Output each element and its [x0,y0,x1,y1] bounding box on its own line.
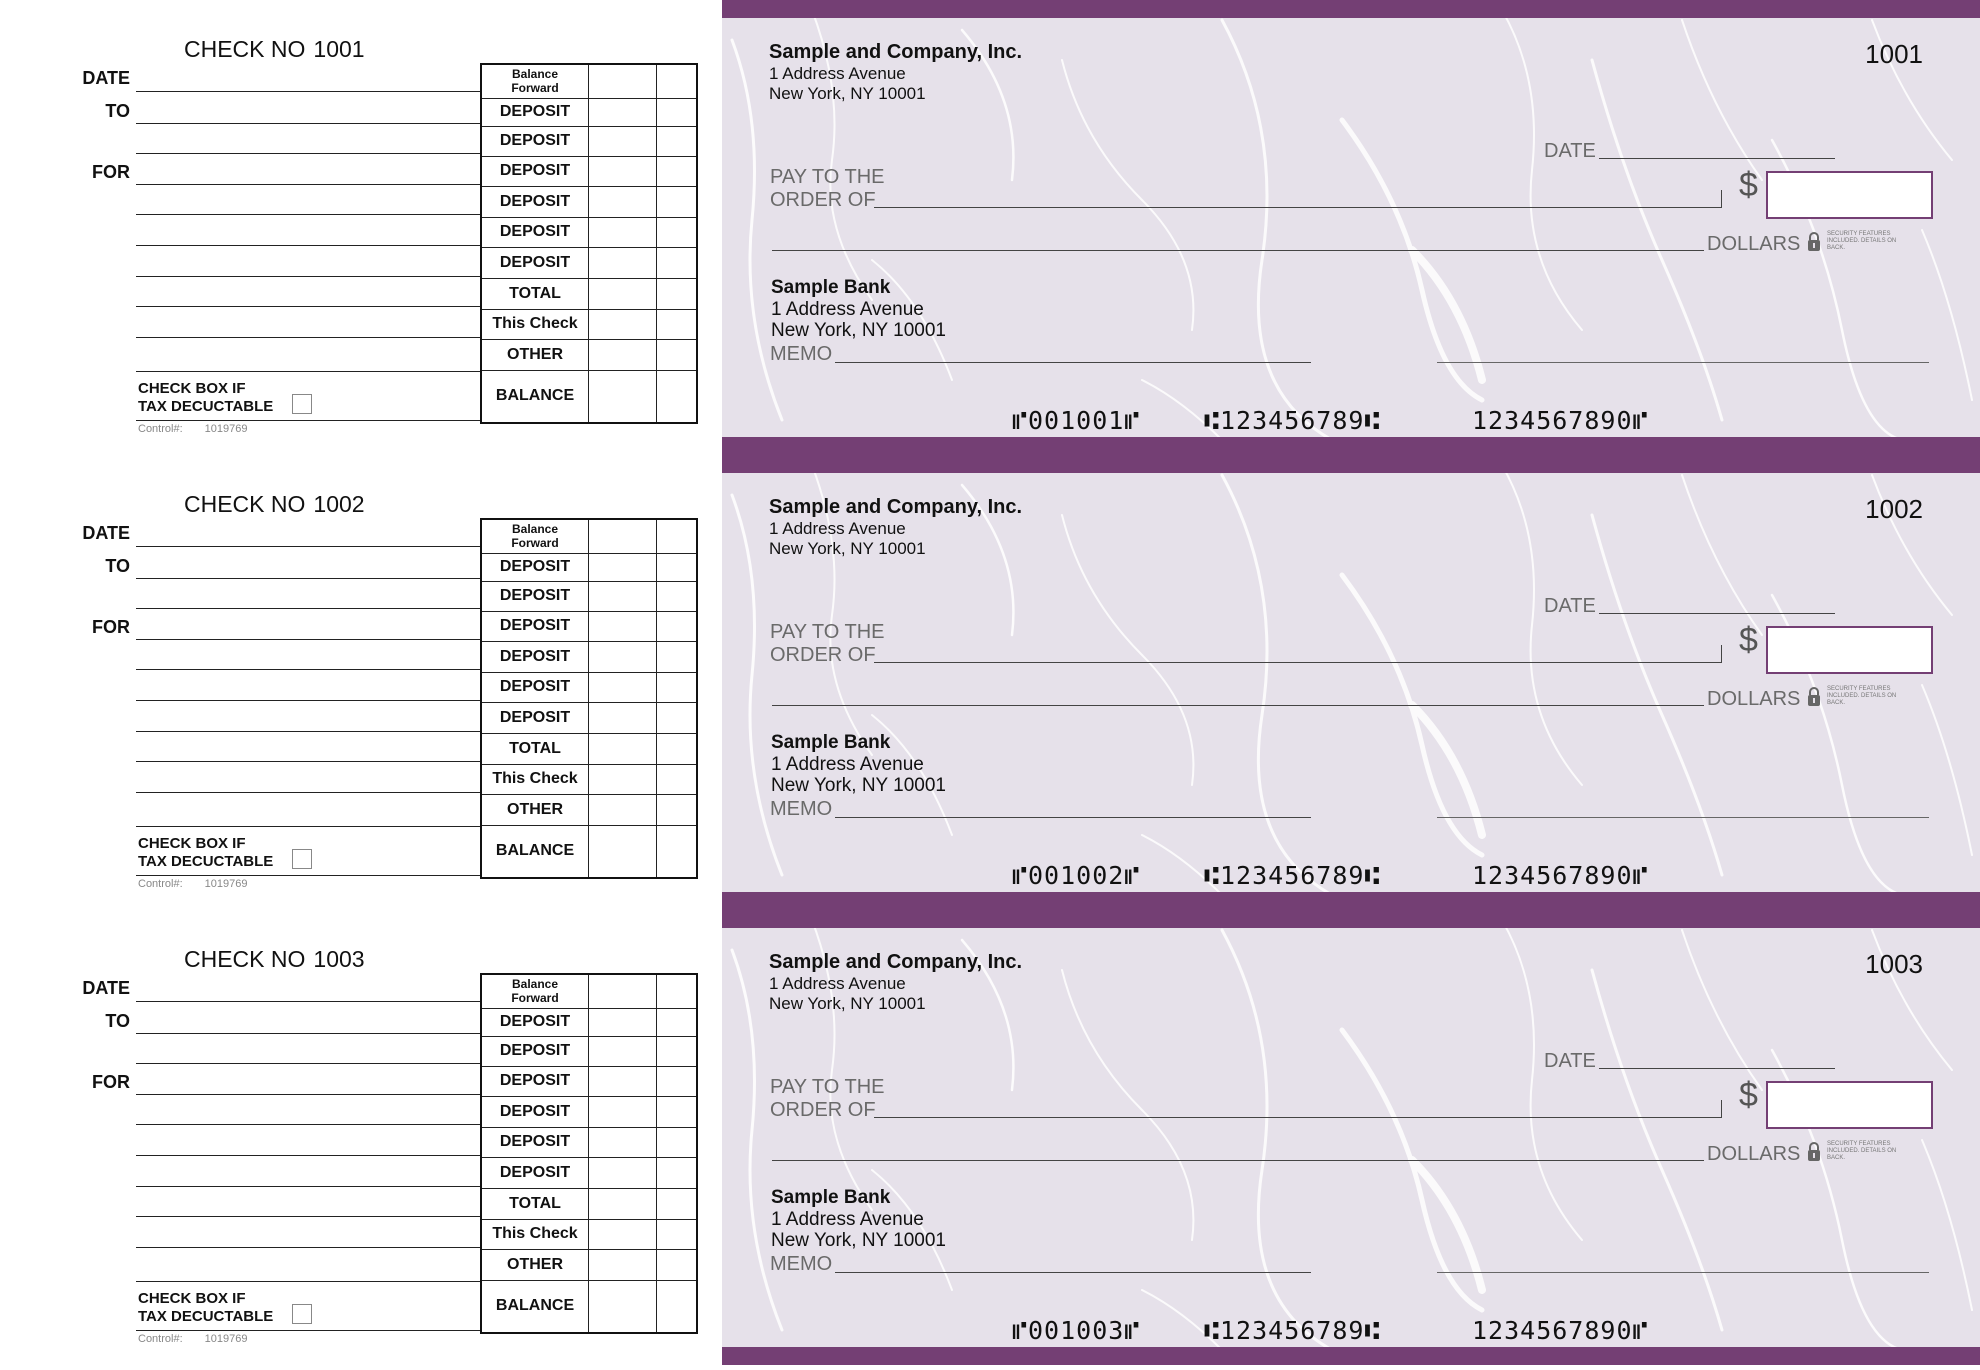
amount-field[interactable] [1766,171,1933,219]
micr-account-number: 1234567890⑈ [1472,1316,1649,1345]
ledger-balance-forward: Balance Forward [511,522,559,550]
ledger-this-check: This Check [492,315,578,332]
written-amount-field[interactable] [772,705,1704,706]
company-name: Sample and Company, Inc. [769,951,1023,973]
bank-name: Sample Bank [771,732,891,753]
stub-line[interactable] [136,669,480,670]
ledger-row-line [482,309,696,310]
dollar-sign: $ [1739,621,1758,659]
payee-field[interactable] [874,662,1722,663]
date-field[interactable] [1599,158,1835,159]
ledger-other: OTHER [507,801,563,818]
check-row [0,910,1980,1370]
stub-to-label: TO [105,101,130,121]
stub-check-number: 1002 [313,491,365,517]
stub-title: CHECK NO 1003 [184,946,365,972]
ledger-deposit: DEPOSIT [499,162,571,179]
ledger-balance: BALANCE [495,1297,575,1314]
ledger-deposit: DEPOSIT [499,558,571,575]
ledger-row-line [482,339,696,340]
ledger-row-line [482,825,696,826]
check-top-band [722,910,1980,928]
micr-routing-number: ⑆123456789⑆ [1204,861,1381,890]
payee-field[interactable] [874,207,1722,208]
stub-for-label: FOR [92,162,130,182]
ledger-deposit: DEPOSIT [499,1164,571,1181]
ledger-total: TOTAL [509,1195,561,1212]
ledger-row-line [482,794,696,795]
stub-line[interactable] [136,761,480,762]
ledger-row-line [482,1036,696,1037]
ledger-deposit: DEPOSIT [499,193,571,210]
stub-line[interactable] [136,700,480,701]
ledger-deposit: DEPOSIT [499,1133,571,1150]
bank-address: 1 Address Avenue New York, NY 10001 [771,754,946,796]
stub-title: CHECK NO 1002 [184,491,365,517]
lock-icon [1806,231,1822,253]
micr-routing-number: ⑆123456789⑆ [1204,406,1381,435]
stub-to-field-2[interactable] [136,608,480,609]
stub-date-field[interactable] [136,546,480,547]
memo-field[interactable] [835,817,1311,818]
stub-ledger [480,63,698,424]
ledger-this-check: This Check [492,770,578,787]
ledger-row-line [482,1008,696,1009]
ledger-row-line [482,553,696,554]
company-name: Sample and Company, Inc. [769,496,1023,518]
check-bottom-band [722,1347,1980,1365]
control-number: Control#: 1019769 [138,878,248,890]
ledger-deposit: DEPOSIT [499,1103,571,1120]
tax-deductible-checkbox[interactable] [292,394,312,414]
stub-for-field[interactable] [136,184,480,185]
check-number: 1003 [1865,949,1923,979]
dollars-label: DOLLARS [1707,233,1801,255]
bank-block [771,1187,946,1251]
stub-for-field[interactable] [136,639,480,640]
ledger-row-line [482,126,696,127]
ledger-balance-forward: Balance Forward [511,67,559,95]
payee-field[interactable] [874,1117,1722,1118]
check-stub [0,910,722,1365]
check-top-band [722,0,1980,18]
company-address: 1 Address Avenue New York, NY 10001 [769,974,926,1013]
ledger-divider [656,975,657,1332]
stub-line[interactable] [136,245,480,246]
stub-line[interactable] [136,826,480,827]
ledger-row-line [482,156,696,157]
dollar-sign: $ [1739,166,1758,204]
stub-for-field[interactable] [136,1094,480,1095]
check-bottom-band [722,892,1980,910]
amount-field[interactable] [1766,1081,1933,1129]
stub-date-label: DATE [82,978,130,998]
bank-address: 1 Address Avenue New York, NY 10001 [771,299,946,341]
ledger-row-line [482,186,696,187]
check-body [722,455,1980,910]
micr-account-number: 1234567890⑈ [1472,406,1649,435]
ledger-this-check: This Check [492,1225,578,1242]
tax-deductible-label: CHECK BOX IF TAX DECUCTABLE [138,1290,274,1325]
stub-ledger [480,973,698,1334]
signature-field[interactable] [1437,362,1929,363]
pay-to-label: PAY TO THE ORDER OF [770,166,885,211]
ledger-row-line [482,581,696,582]
ledger-total: TOTAL [509,285,561,302]
stub-check-number: 1003 [313,946,365,972]
ledger-divider [656,520,657,877]
stub-date-field[interactable] [136,1001,480,1002]
pay-to-label: PAY TO THE ORDER OF [770,1076,885,1121]
ledger-row-line [482,217,696,218]
check-number: 1002 [1865,494,1923,524]
stub-line[interactable] [136,371,480,372]
written-amount-field[interactable] [772,250,1704,251]
ledger-deposit: DEPOSIT [499,617,571,634]
memo-field[interactable] [835,1272,1311,1273]
stub-to-field-2[interactable] [136,153,480,154]
stub-for-label: FOR [92,1072,130,1092]
ledger-deposit: DEPOSIT [499,1042,571,1059]
ledger-deposit: DEPOSIT [499,223,571,240]
ledger-balance: BALANCE [495,842,575,859]
ledger-row-line [482,98,696,99]
stub-bottom-line [136,420,480,421]
memo-label: MEMO [770,798,833,820]
ledger-row-line [482,733,696,734]
ledger-other: OTHER [507,346,563,363]
ledger-row-line [482,1249,696,1250]
stub-date-field[interactable] [136,91,480,92]
company-address: 1 Address Avenue New York, NY 10001 [769,64,926,103]
pay-to-label: PAY TO THE ORDER OF [770,621,885,666]
ledger-row-line [482,278,696,279]
stub-line[interactable] [136,276,480,277]
ledger-balance-forward: Balance Forward [511,977,559,1005]
ledger-row-line [482,611,696,612]
ledger-deposit: DEPOSIT [499,709,571,726]
ledger-row-line [482,641,696,642]
tax-deductible-checkbox[interactable] [292,1304,312,1324]
company-name: Sample and Company, Inc. [769,41,1023,63]
check-stub [0,0,722,455]
ledger-row-line [482,764,696,765]
bank-block [771,277,946,341]
stub-date-label: DATE [82,523,130,543]
stub-to-label: TO [105,556,130,576]
ledger-row-line [482,1188,696,1189]
bank-block [771,732,946,796]
ledger-deposit: DEPOSIT [499,103,571,120]
security-features-note: SECURITY FEATURES INCLUDED. DETAILS ON BACK. [1827,686,1897,706]
company-block [769,41,1022,104]
stub-line[interactable] [136,1124,480,1125]
stub-to-label: TO [105,1011,130,1031]
ledger-deposit: DEPOSIT [499,678,571,695]
stub-line[interactable] [136,1155,480,1156]
dollars-label: DOLLARS [1707,1143,1801,1165]
check-body [722,0,1980,455]
ledger-deposit: DEPOSIT [499,587,571,604]
memo-label: MEMO [770,1253,833,1275]
signature-field[interactable] [1437,1272,1929,1273]
ledger-divider [656,65,657,422]
stub-line[interactable] [136,1186,480,1187]
memo-label: MEMO [770,343,833,365]
micr-account-number: 1234567890⑈ [1472,861,1649,890]
tax-deductible-label: CHECK BOX IF TAX DECUCTABLE [138,835,274,870]
stub-check-number: 1001 [313,36,365,62]
dollars-label: DOLLARS [1707,688,1801,710]
check-number: 1001 [1865,39,1923,69]
ledger-divider [588,520,589,877]
lock-icon [1806,686,1822,708]
micr-check-number: ⑈001003⑈ [1012,1316,1141,1345]
security-features-note: SECURITY FEATURES INCLUDED. DETAILS ON BACK. [1827,231,1897,251]
company-address: 1 Address Avenue New York, NY 10001 [769,519,926,558]
ledger-row-line [482,247,696,248]
date-field[interactable] [1599,1068,1835,1069]
ledger-row-line [482,370,696,371]
ledger-deposit: DEPOSIT [499,254,571,271]
control-number: Control#: 1019769 [138,423,248,435]
amount-field[interactable] [1766,626,1933,674]
ledger-row-line [482,1280,696,1281]
stub-line[interactable] [136,1281,480,1282]
ledger-deposit: DEPOSIT [499,1013,571,1030]
control-number: Control#: 1019769 [138,1333,248,1345]
stub-to-field-2[interactable] [136,1063,480,1064]
ledger-balance: BALANCE [495,387,575,404]
ledger-deposit: DEPOSIT [499,1072,571,1089]
ledger-deposit: DEPOSIT [499,648,571,665]
check-row [0,455,1980,910]
ledger-deposit: DEPOSIT [499,132,571,149]
micr-check-number: ⑈001002⑈ [1012,861,1141,890]
stub-to-field[interactable] [136,1033,480,1034]
date-label: DATE [1544,140,1596,162]
stub-line[interactable] [136,306,480,307]
ledger-divider [588,975,589,1332]
bank-name: Sample Bank [771,277,891,298]
company-block [769,496,1022,559]
ledger-divider [588,65,589,422]
written-amount-field[interactable] [772,1160,1704,1161]
stub-title: CHECK NO 1001 [184,36,365,62]
security-features-note: SECURITY FEATURES INCLUDED. DETAILS ON BACK. [1827,1141,1897,1161]
ledger-row-line [482,702,696,703]
ledger-row-line [482,1157,696,1158]
stub-date-label: DATE [82,68,130,88]
bank-address: 1 Address Avenue New York, NY 10001 [771,1209,946,1251]
payee-field-end [1721,190,1722,208]
check-body [722,910,1980,1365]
date-field[interactable] [1599,613,1835,614]
ledger-row-line [482,1096,696,1097]
stub-line[interactable] [136,1247,480,1248]
check-row [0,0,1980,455]
stub-for-label: FOR [92,617,130,637]
stub-line[interactable] [136,214,480,215]
micr-check-number: ⑈001001⑈ [1012,406,1141,435]
bank-name: Sample Bank [771,1187,891,1208]
tax-deductible-label: CHECK BOX IF TAX DECUCTABLE [138,380,274,415]
check-stub [0,455,722,910]
check-top-band [722,455,1980,473]
date-label: DATE [1544,1050,1596,1072]
ledger-row-line [482,1219,696,1220]
tax-deductible-checkbox[interactable] [292,849,312,869]
micr-routing-number: ⑆123456789⑆ [1204,1316,1381,1345]
stub-line[interactable] [136,792,480,793]
payee-field-end [1721,645,1722,663]
company-block [769,951,1022,1014]
date-label: DATE [1544,595,1596,617]
stub-line[interactable] [136,731,480,732]
stub-line[interactable] [136,1216,480,1217]
lock-icon [1806,1141,1822,1163]
stub-to-field[interactable] [136,578,480,579]
ledger-row-line [482,672,696,673]
check-bottom-band [722,437,1980,455]
payee-field-end [1721,1100,1722,1118]
ledger-total: TOTAL [509,740,561,757]
memo-field[interactable] [835,362,1311,363]
stub-ledger [480,518,698,879]
stub-to-field[interactable] [136,123,480,124]
ledger-other: OTHER [507,1256,563,1273]
stub-bottom-line [136,875,480,876]
dollar-sign: $ [1739,1076,1758,1114]
signature-field[interactable] [1437,817,1929,818]
stub-line[interactable] [136,337,480,338]
ledger-row-line [482,1127,696,1128]
ledger-row-line [482,1066,696,1067]
stub-bottom-line [136,1330,480,1331]
